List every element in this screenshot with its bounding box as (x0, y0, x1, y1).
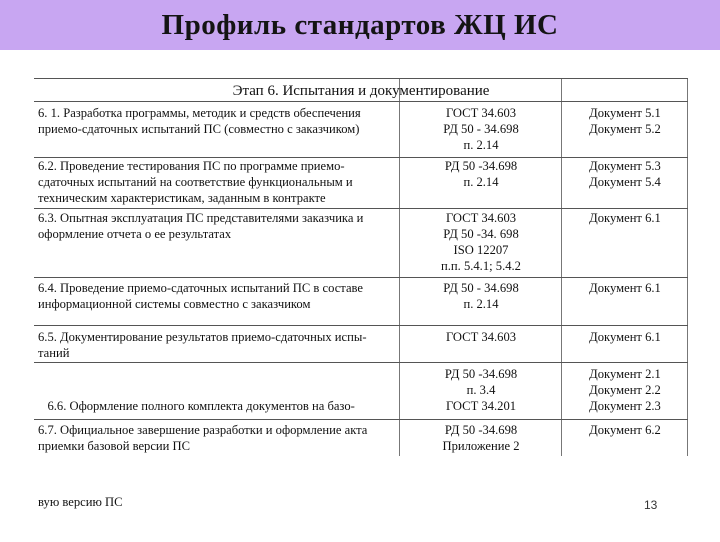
task-cell (38, 210, 396, 242)
task-line: оформление отчета о ее результатах (38, 227, 232, 241)
document-line: Документ 6.1 (589, 330, 661, 344)
row-rule (34, 362, 688, 363)
standard-line: п. 2.14 (463, 297, 499, 311)
standard-line: п.п. 5.4.1; 5.4.2 (441, 259, 521, 273)
standard-line: Приложение 2 (442, 439, 520, 453)
task-line: 6.7. Официальное завершение разработки и оформление акта (38, 423, 368, 437)
standard-cell (402, 210, 560, 274)
document-line: Документ 6.1 (589, 281, 661, 295)
task-line: таний (38, 346, 70, 360)
standard-line: ГОСТ 34.603 (445, 330, 517, 344)
standard-line: ГОСТ 34.201 (445, 399, 517, 413)
task-line: 6. 1. Разработка программы, методик и средств обеспечения (38, 106, 361, 120)
document-line: Документ 2.3 (589, 399, 661, 413)
document-cell (564, 210, 686, 226)
task-line: вую версию ПС (38, 495, 123, 509)
document-cell (564, 422, 686, 438)
standard-line: ГОСТ 34.603 (445, 106, 517, 120)
standard-cell (402, 158, 560, 190)
document-line: Документ 2.1 (589, 367, 661, 381)
task-line: 6.4. Проведение приемо-сдаточных испытаний ПС в составе (38, 281, 363, 295)
document-cell (564, 329, 686, 345)
slide-title: Профиль стандартов ЖЦ ИС (161, 9, 559, 41)
document-line: Документ 5.2 (589, 122, 661, 136)
standard-line: ГОСТ 34.603 (445, 211, 517, 225)
task-line: приемо-сдаточных испытаний ПС (совместно с заказчиком) (38, 122, 360, 136)
table-border-right (687, 78, 688, 456)
document-cell (564, 366, 686, 414)
standard-cell (402, 329, 560, 345)
stage-header: Этап 6. Испытания и документирование (232, 83, 490, 99)
standard-cell (402, 366, 560, 414)
standard-line: п. 2.14 (463, 175, 499, 189)
standard-cell (402, 105, 560, 153)
table-top-rule (34, 78, 688, 79)
document-line: Документ 2.2 (589, 383, 661, 397)
standard-line: ISO 12207 (453, 243, 509, 257)
row-rule (34, 277, 688, 278)
task-line: 6.6. Оформление полного комплекта документов на базо- (38, 399, 355, 413)
task-cell (38, 280, 396, 312)
standard-cell (402, 422, 560, 454)
task-line: 6.3. Опытная эксплуатация ПС представителями заказчика и (38, 211, 364, 225)
document-cell (564, 105, 686, 137)
standard-line: РД 50 - 34.698 (443, 281, 519, 295)
document-cell (564, 158, 686, 190)
task-cell (38, 366, 396, 542)
document-line: Документ 5.3 (589, 159, 661, 173)
standard-line: РД 50 -34.698 (444, 159, 518, 173)
standard-line: РД 50 -34. 698 (443, 227, 519, 241)
document-cell (564, 280, 686, 296)
document-line: Документ 5.4 (589, 175, 661, 189)
standard-cell (402, 280, 560, 312)
row-rule (34, 208, 688, 209)
column-divider-left (399, 78, 400, 456)
standard-line: п. 2.14 (463, 138, 499, 152)
task-cell (38, 329, 396, 361)
header-rule (34, 101, 688, 102)
task-line: приемки базовой версии ПС (38, 439, 191, 453)
standard-line: РД 50 - 34.698 (443, 122, 519, 136)
task-line: сдаточных испытаний на соответствие функциональным и (38, 175, 353, 189)
standard-line: п. 3.4 (466, 383, 496, 397)
task-cell (38, 158, 396, 206)
task-line: информационной системы совместно с заказчиком (38, 297, 311, 311)
document-line: Документ 6.2 (589, 423, 661, 437)
task-cell (38, 105, 396, 137)
standard-line: РД 50 -34.698 (444, 367, 518, 381)
task-line: техническим характеристикам, заданным в контракте (38, 191, 326, 205)
column-divider-right (561, 78, 562, 456)
task-line: 6.2. Проведение тестирования ПС по программе приемо- (38, 159, 345, 173)
row-rule (34, 325, 688, 326)
document-line: Документ 6.1 (589, 211, 661, 225)
document-line: Документ 5.1 (589, 106, 661, 120)
task-line: 6.5. Документирование результатов приемо-сдаточных испы- (38, 330, 367, 344)
task-cell (38, 422, 396, 454)
standard-line: РД 50 -34.698 (444, 423, 518, 437)
page-number: 13 (644, 498, 658, 512)
